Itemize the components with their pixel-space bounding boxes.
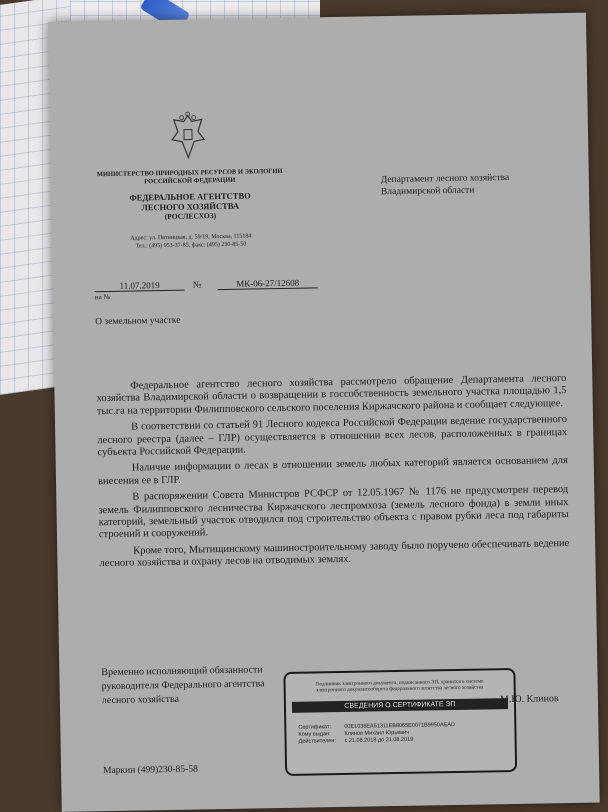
subject-line: О земельном участке xyxy=(95,315,181,328)
signer-title-line: руководителя Федерального агентства xyxy=(101,678,265,693)
agency-line-1: ФЕДЕРАЛЬНОЕ АГЕНТСТВО xyxy=(129,190,251,203)
agency-address xyxy=(96,232,286,251)
valid-value: с 21.08.2018 до 21.08.2019 xyxy=(344,736,414,744)
paragraph: Кроме того, Мытищинскому машиностроительному заводу было поручено обеспечивать ведение лесного хозяйства и охрану лесов на отводимых землях. xyxy=(99,537,570,570)
agency-name xyxy=(95,190,285,223)
issued-label: Кому выдан: xyxy=(298,731,331,738)
document-date: 11.07.2019 xyxy=(95,280,185,293)
signer-name: М.Ю. Клинов xyxy=(499,693,559,706)
paragraph: В соответствии со статьей 91 Лесного кодекса Российской Федерации ведение государственного лесного реестра (далее – ГЛР) осуществляется в отношении всех лесов, расположенных в границах субъекта Российской Федерации. xyxy=(97,414,568,459)
coat-of-arms-emblem xyxy=(168,111,209,164)
reply-to-label: на № xyxy=(94,292,111,302)
document-meta xyxy=(95,277,318,292)
cert-label: Сертификат: xyxy=(298,724,332,731)
paragraph: Наличие информации о лесах в отношении земель любых категорий является основанием для внесения ее в ГЛР. xyxy=(97,455,568,488)
paragraph: В распоряжении Совета Министров РСФСР от 12.05.1967 № 1176 не предусмотрен перевод земель Филипповского лесничества Киржачского леспромхоза (земель лесного фонда) в земли иных категорий, земельный участок отводился под строительство объекта с правом рубки леса под габариты строений и сооружений. xyxy=(98,484,569,541)
valid-label: Действителен: xyxy=(298,738,336,745)
document-number: МК-06-27/12608 xyxy=(218,277,318,290)
phone-line: Тел.: (495) 953-37-85, факс: (495) 230-85-50 xyxy=(135,241,247,250)
electronic-signature-stamp xyxy=(283,668,517,776)
executor-contact: Маркин (499)230-85-58 xyxy=(102,764,198,777)
number-symbol: № xyxy=(192,279,202,290)
recipient: Департамент лесного хозяйства Владимирской области xyxy=(380,172,510,198)
paragraph: Федеральное агентство лесного хозяйства рассмотрело обращение Департамента лесного хозяйства Владимирской области о возвращении в госсобственность земельного участка площадью 1,5 тыс.га на территории Филипповского сельского поселения Киржачского района и сообщает следующее. xyxy=(96,373,567,418)
signer-title-line: лесного хозяйства xyxy=(101,693,180,707)
official-letter xyxy=(48,13,600,812)
signer-title xyxy=(101,663,302,708)
certificate-details xyxy=(286,709,515,746)
agency-line-2: ЛЕСНОГО ХОЗЯЙСТВА xyxy=(141,200,240,213)
cert-value: 00E1036EA51311EB8065E0071B9950AEAD xyxy=(344,722,455,730)
letter-body xyxy=(96,373,569,575)
address-line: Адрес: ул. Пятницкая, д. 59/19, Москва, 115184 xyxy=(130,233,252,242)
letterhead xyxy=(95,168,286,251)
stamp-note: Подлинник электронного документа, подписанного ЭП, хранится в системе электронного документооборота федерального агентства лесного хозяйства xyxy=(315,678,484,694)
agency-line-3: (РОСЛЕСХОЗ) xyxy=(164,211,217,221)
ministry-name: МИНИСТЕРСТВО ПРИРОДНЫХ РЕСУРСОВ И ЭКОЛОГИИ РОССИЙСКОЙ ФЕДЕРАЦИИ xyxy=(96,167,283,186)
signer-title-line: Временно исполняющий обязанности xyxy=(101,664,263,679)
issued-value: Клинов Михаил Юрьевич xyxy=(344,729,410,737)
stamp-header: СВЕДЕНИЯ О СЕРТИФИКАТЕ ЭП xyxy=(292,698,508,713)
